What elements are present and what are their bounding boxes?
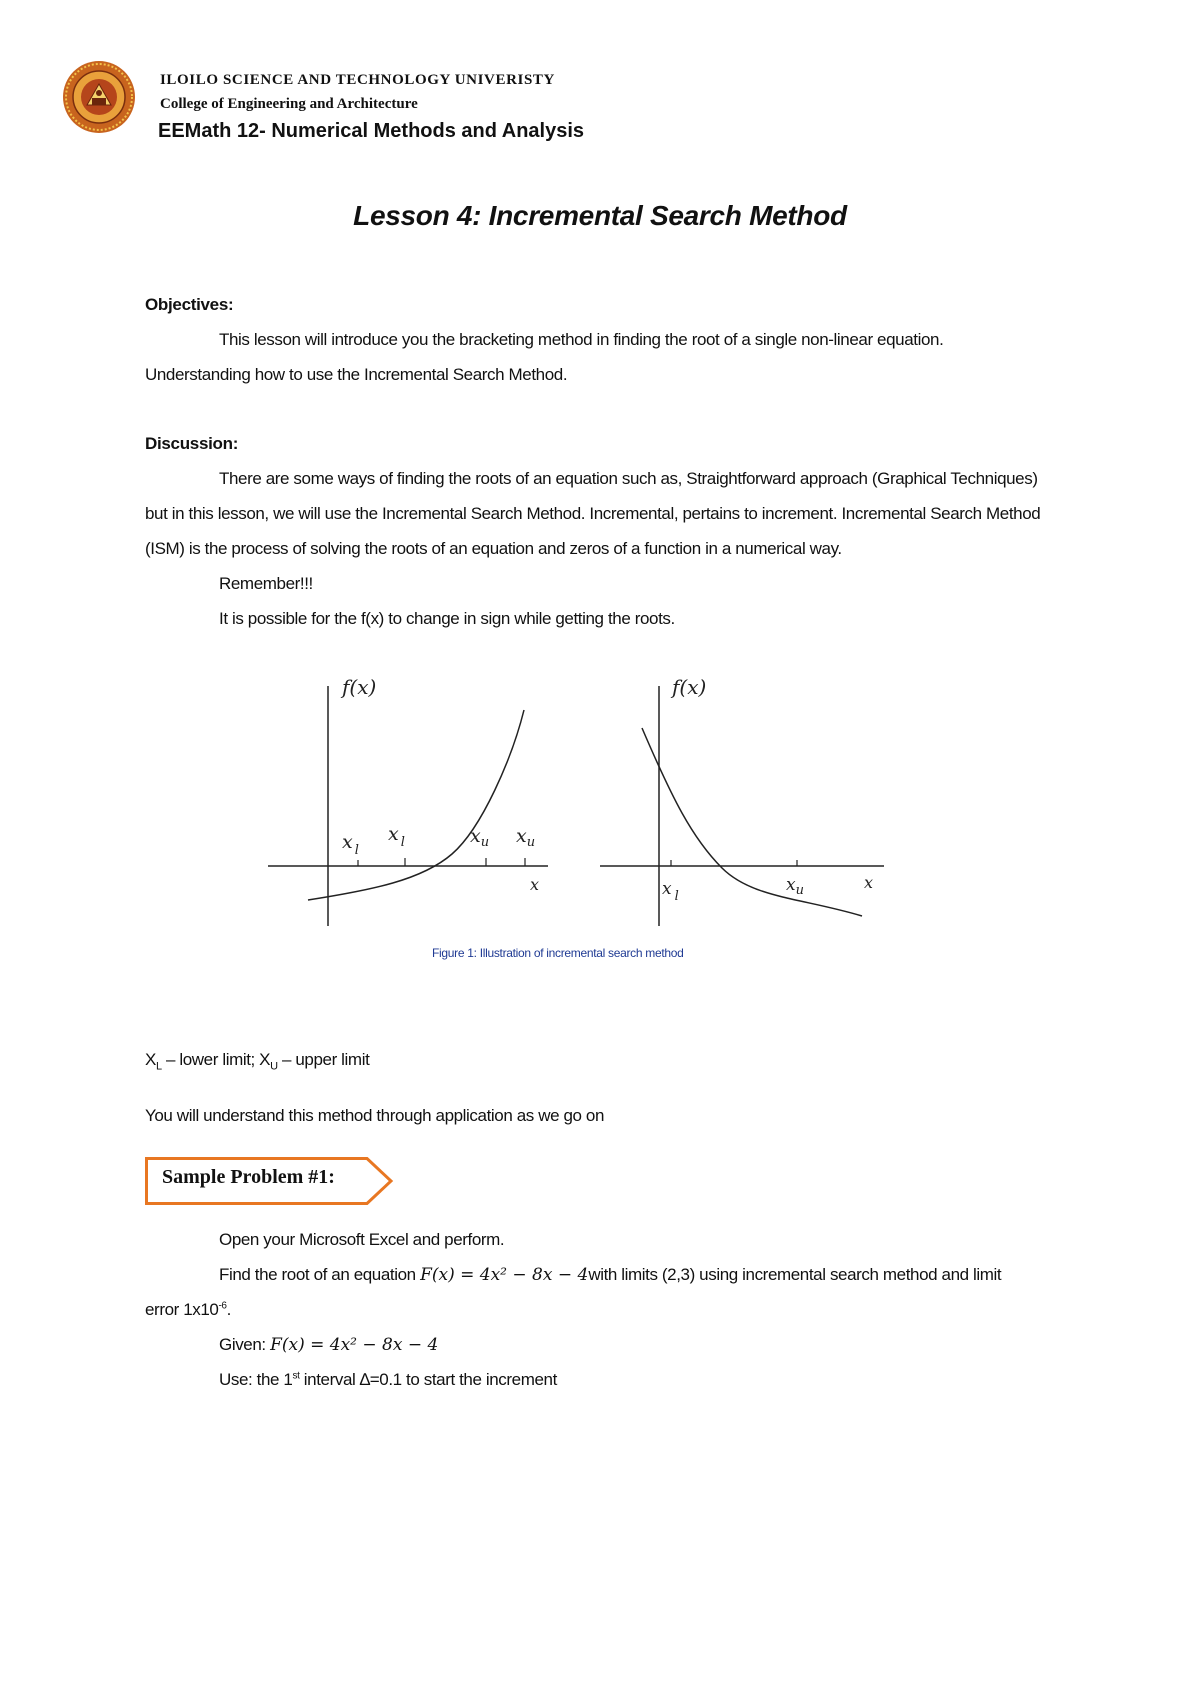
lesson-title: Lesson 4: Incremental Search Method <box>353 200 847 231</box>
find-root-line: Find the root of an equation F(x) = 4x² − 8x − 4with limits (2,3) using incremental search method and limit <box>219 1265 1002 1285</box>
label-xu-prime: $x_u$ <box>470 825 490 850</box>
left-xlabel: x <box>530 875 540 894</box>
objectives-line-1: This lesson will introduce you the bracketing method in finding the root of a single non-linear equation. <box>219 330 944 349</box>
right-curve <box>642 728 862 916</box>
label-xl: x $_l$ <box>342 831 359 858</box>
limits-line: $X_L$ – lower limit; $X_U$ – upper limit <box>145 1050 370 1073</box>
left-curve <box>308 710 524 900</box>
given-line: Given: F(x) = 4x² − 8x − 4 <box>219 1335 439 1355</box>
understand-line: You will understand this method through application as we go on <box>145 1106 604 1125</box>
left-ylabel: f(x) <box>342 675 377 699</box>
college-name: College of Engineering and Architecture <box>160 96 418 112</box>
discussion-line-1: There are some ways of finding the roots of an equation such as, Straightforward approach (Graphical Techniques) <box>219 469 1038 488</box>
use-interval-line: Use: the 1st interval ∆=0.1 to start the increment <box>219 1370 557 1389</box>
objectives-line-2: Understanding how to use the Incremental Search Method. <box>145 365 568 384</box>
right-ylabel: f(x) <box>672 675 707 699</box>
error-line: error $1x10^{-6}$. <box>145 1300 231 1319</box>
objectives-heading: Objectives: <box>145 295 234 314</box>
figure-caption: Figure 1: Illustration of incremental search method <box>432 946 684 960</box>
discussion-heading: Discussion: <box>145 434 239 453</box>
sign-change-note: It is possible for the f(x) to change in sign while getting the roots. <box>219 609 675 628</box>
label-right-xu: $x_u$ <box>786 875 804 898</box>
course-title: EEMath 12- Numerical Methods and Analysis <box>158 120 585 142</box>
discussion-line-2: but in this lesson, we will use the Incremental Search Method. Incremental, pertains to increment. Incremental Search Method <box>145 504 1041 523</box>
label-xl-prime: x $_l$ <box>388 823 405 850</box>
discussion-line-3: (ISM) is the process of solving the roots of an equation and zeros of a function in a numerical way. <box>145 539 842 558</box>
problem-equation: F(x) = 4x² − 8x − 4 <box>420 1265 589 1285</box>
given-equation: F(x) = 4x² − 8x − 4 <box>270 1335 439 1355</box>
university-seal-logo <box>62 60 136 134</box>
open-excel-line: Open your Microsoft Excel and perform. <box>219 1230 505 1249</box>
remember-note: Remember!!! <box>219 574 313 593</box>
incremental-search-figure <box>262 668 902 938</box>
right-xlabel: x <box>864 873 874 892</box>
label-xu: $x_u$ <box>516 825 536 850</box>
university-name: ILOILO SCIENCE AND TECHNOLOGY UNIVERISTY <box>160 72 555 88</box>
label-right-xl: x $_l$ <box>662 879 679 904</box>
sample-problem-title: Sample Problem #1: <box>162 1166 335 1188</box>
